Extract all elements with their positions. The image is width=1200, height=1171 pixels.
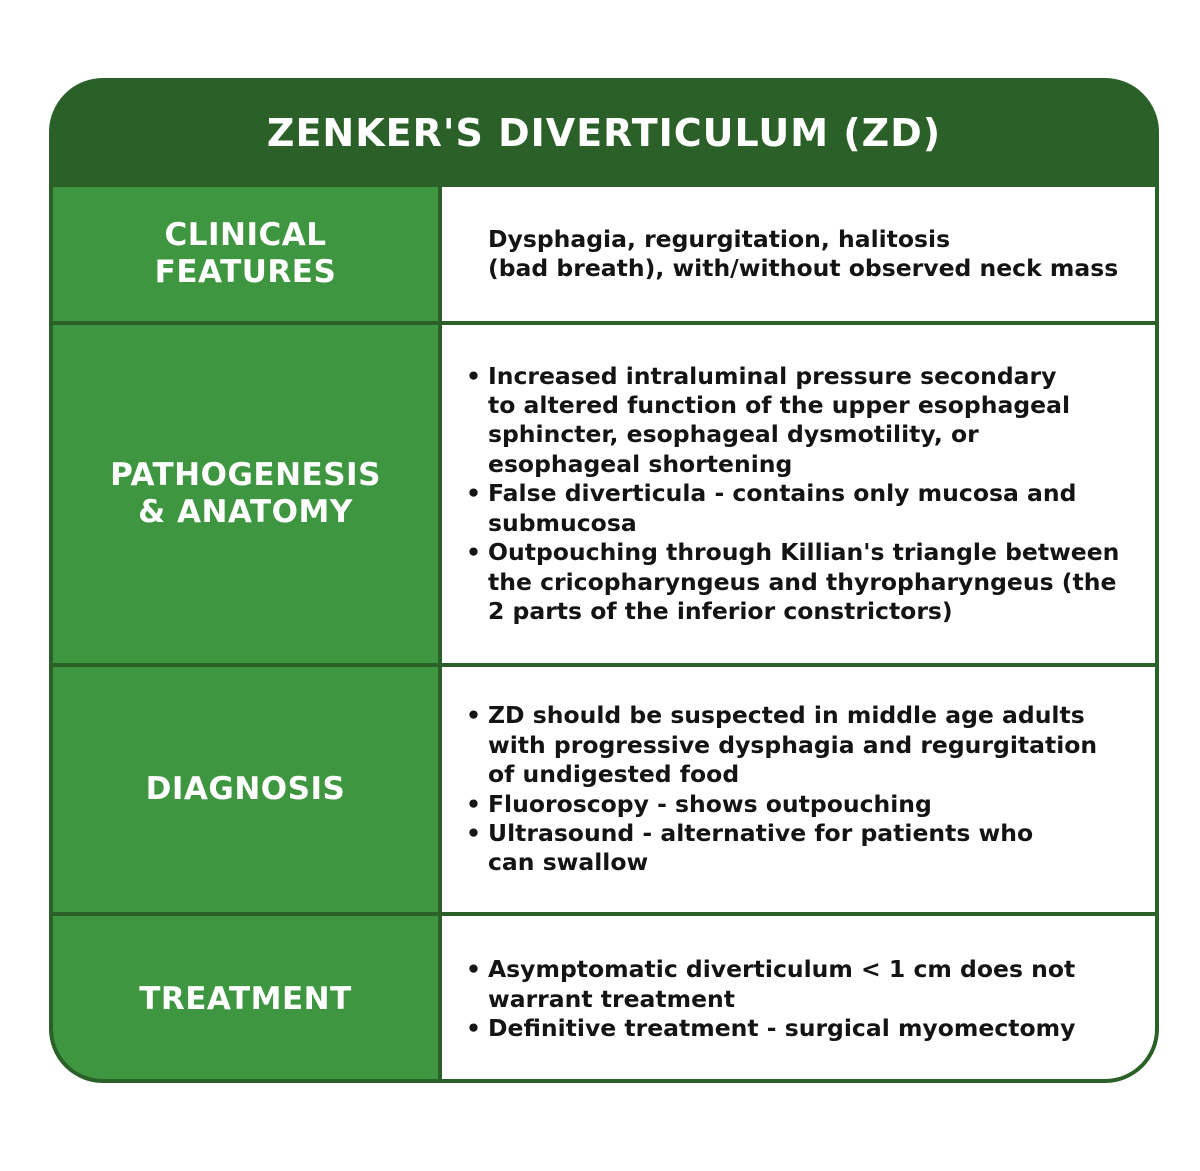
row-label-text: CLINICAL FEATURES [154, 217, 337, 290]
row-clinical-features [53, 187, 1155, 321]
row-pathogenesis-anatomy [53, 325, 1155, 663]
clinical-features-text: Dysphagia, regurgitation, halitosis (bad breath), with/without observed neck mass [488, 224, 1119, 282]
bullet-item: • ZD should be suspected in middle age adults with progressive dysphagia and regurgitation of undigested food [466, 701, 1097, 789]
row-body-clinical-features [442, 187, 1155, 321]
table-title: ZENKER'S DIVERTICULUM (ZD) [266, 110, 942, 155]
row-label-diagnosis [53, 667, 438, 912]
bullet-list [442, 362, 1119, 627]
row-label-treatment [53, 916, 438, 1083]
row-label-text: PATHOGENESIS & ANATOMY [110, 457, 381, 530]
row-label-clinical-features [53, 187, 438, 321]
bullet-item: • Definitive treatment - surgical myomectomy [466, 1014, 1075, 1043]
row-body-diagnosis [442, 667, 1155, 912]
bullet-item: • False diverticula - contains only mucosa and submucosa [466, 479, 1119, 538]
bullet-list [442, 701, 1097, 877]
bullet-item: • Fluoroscopy - shows outpouching [466, 790, 1097, 819]
bullet-item: • Asymptomatic diverticulum < 1 cm does not warrant treatment [466, 955, 1075, 1014]
bullet-item: • Outpouching through Killian's triangle between the cricopharyngeus and thyropharyngeus (the 2 parts of the inferior constrictors) [466, 538, 1119, 626]
bullet-list [442, 955, 1075, 1043]
bullet-item: • Increased intraluminal pressure secondary to altered function of the upper esophageal sphincter, esophageal dysmotility, or esophageal shortening [466, 362, 1119, 480]
row-label-text: DIAGNOSIS [145, 771, 346, 807]
info-table-card [49, 78, 1159, 1083]
row-body-pathogenesis-anatomy [442, 325, 1155, 663]
row-label-pathogenesis-anatomy [53, 325, 438, 663]
row-diagnosis [53, 667, 1155, 912]
bullet-item: • Ultrasound - alternative for patients who can swallow [466, 819, 1097, 878]
row-label-text: TREATMENT [139, 981, 352, 1017]
row-treatment [53, 916, 1155, 1083]
row-body-treatment [442, 916, 1155, 1083]
table-title-bar [53, 82, 1155, 183]
